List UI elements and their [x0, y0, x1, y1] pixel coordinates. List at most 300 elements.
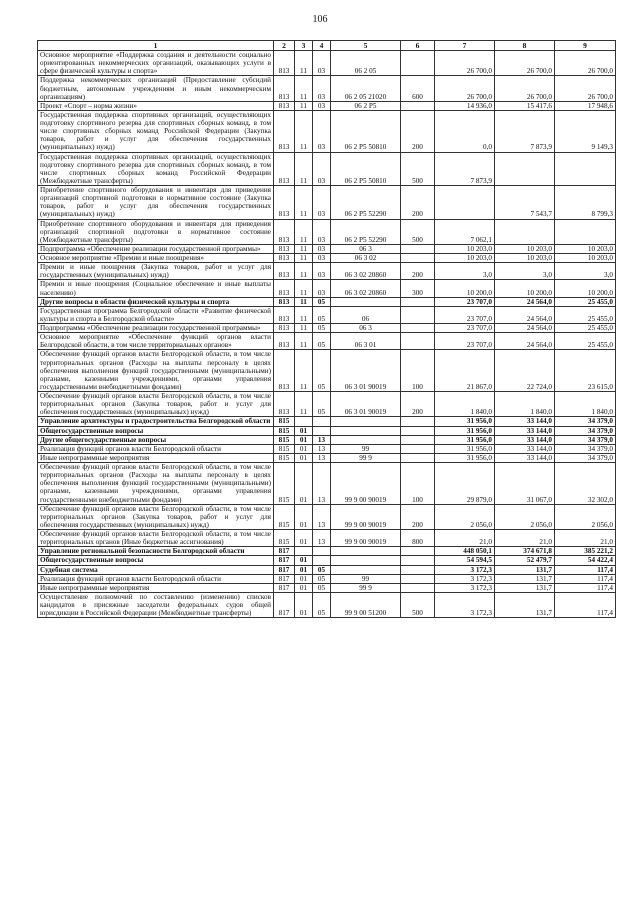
amount-col7: 10 203,0	[435, 244, 495, 253]
section-code: 11	[295, 254, 313, 263]
table-row	[38, 297, 616, 306]
subsection-code: 05	[313, 574, 331, 583]
expense-type-code: 200	[401, 392, 435, 417]
target-article-code: 06 2 05	[331, 51, 401, 76]
section-code: 11	[295, 152, 313, 186]
amount-col7: 26 700,0	[435, 76, 495, 101]
target-article-code: 99 9	[331, 583, 401, 592]
column-header: 2	[274, 41, 295, 51]
section-code: 01	[295, 574, 313, 583]
amount-col7: 23 707,0	[435, 333, 495, 350]
target-article-code	[331, 547, 401, 556]
subsection-code: 05	[313, 350, 331, 392]
row-name: Другие вопросы в области физической культуры и спорта	[38, 297, 274, 306]
table-row	[38, 435, 616, 444]
amount-col9: 34 379,0	[555, 453, 616, 462]
ministry-code: 817	[274, 583, 295, 592]
expense-type-code	[401, 51, 435, 76]
row-name: Другие общегосударственные вопросы	[38, 435, 274, 444]
target-article-code	[331, 417, 401, 426]
ministry-code: 813	[274, 76, 295, 101]
amount-col8: 24 564,0	[495, 297, 555, 306]
expense-type-code	[401, 556, 435, 565]
section-code: 11	[295, 324, 313, 333]
row-name: Судебная система	[38, 565, 274, 574]
target-article-code: 99 9	[331, 453, 401, 462]
ministry-code: 813	[274, 350, 295, 392]
expense-type-code: 500	[401, 152, 435, 186]
amount-col7: 0,0	[435, 110, 495, 152]
subsection-code: 05	[313, 324, 331, 333]
subsection-code: 03	[313, 263, 331, 280]
page-number: 106	[312, 14, 328, 25]
expense-type-code: 200	[401, 263, 435, 280]
amount-col8: 10 200,0	[495, 280, 555, 297]
amount-col8: 33 144,0	[495, 435, 555, 444]
amount-col9: 8 799,3	[555, 186, 616, 220]
section-code	[295, 547, 313, 556]
row-name: Основное мероприятие «Обеспечение функций органов власти Белгородской области, в том числе территориальных органов»	[38, 333, 274, 350]
table-row	[38, 417, 616, 426]
amount-col9: 25 455,0	[555, 333, 616, 350]
amount-col7: 10 203,0	[435, 254, 495, 263]
section-code: 01	[295, 556, 313, 565]
expense-type-code: 200	[401, 504, 435, 529]
subsection-code: 05	[313, 592, 331, 617]
ministry-code: 817	[274, 574, 295, 583]
amount-col8: 131,7	[495, 565, 555, 574]
amount-col8: 131,7	[495, 574, 555, 583]
subsection-code: 05	[313, 297, 331, 306]
column-header: 7	[435, 41, 495, 51]
subsection-code: 03	[313, 152, 331, 186]
subsection-code: 03	[313, 51, 331, 76]
row-name: Обеспечение функций органов власти Белгородской области, в том числе территориальных органов (Закупка товаров, работ и услуг для обеспечения государственных (муниципальных) нужд)	[38, 392, 274, 417]
amount-col9: 23 615,0	[555, 350, 616, 392]
subsection-code: 13	[313, 435, 331, 444]
target-article-code: 99 9 00 90019	[331, 463, 401, 505]
amount-col9: 26 700,0	[555, 51, 616, 76]
ministry-code: 815	[274, 417, 295, 426]
table-row	[38, 453, 616, 462]
column-header: 5	[331, 41, 401, 51]
row-name: Реализация функций органов власти Белгородской области	[38, 574, 274, 583]
section-code: 11	[295, 280, 313, 297]
row-name: Государственная программа Белгородской области «Развитие физической культуры и спорта в Белгородской области»	[38, 306, 274, 323]
target-article-code: 06 3 02	[331, 254, 401, 263]
amount-col7: 26 700,0	[435, 51, 495, 76]
table-row	[38, 463, 616, 505]
row-name: Общегосударственные вопросы	[38, 426, 274, 435]
target-article-code: 99 9 00 90019	[331, 530, 401, 547]
section-code: 11	[295, 110, 313, 152]
ministry-code: 815	[274, 435, 295, 444]
table-row	[38, 324, 616, 333]
subsection-code: 13	[313, 530, 331, 547]
table-row	[38, 574, 616, 583]
target-article-code: 06 3 01 90019	[331, 350, 401, 392]
table-row	[38, 426, 616, 435]
amount-col8: 2 056,0	[495, 504, 555, 529]
amount-col7: 31 956,0	[435, 417, 495, 426]
amount-col8: 10 203,0	[495, 254, 555, 263]
subsection-code: 05	[313, 306, 331, 323]
ministry-code: 815	[274, 444, 295, 453]
target-article-code: 06 2 P5 52290	[331, 186, 401, 220]
amount-col7: 54 594,5	[435, 556, 495, 565]
target-article-code	[331, 556, 401, 565]
table-row	[38, 263, 616, 280]
section-code: 11	[295, 333, 313, 350]
row-name: Иные непрограммные мероприятия	[38, 453, 274, 462]
amount-col8: 7 873,9	[495, 110, 555, 152]
target-article-code: 06 2 P5 50810	[331, 152, 401, 186]
amount-col7: 14 936,0	[435, 101, 495, 110]
ministry-code: 813	[274, 280, 295, 297]
ministry-code: 813	[274, 306, 295, 323]
section-code: 01	[295, 444, 313, 453]
section-code: 01	[295, 565, 313, 574]
ministry-code: 817	[274, 547, 295, 556]
row-name: Реализация функций органов власти Белгородской области	[38, 444, 274, 453]
ministry-code: 815	[274, 426, 295, 435]
subsection-code: 05	[313, 565, 331, 574]
expense-type-code: 600	[401, 76, 435, 101]
table-row	[38, 280, 616, 297]
amount-col9: 10 200,0	[555, 280, 616, 297]
ministry-code: 815	[274, 453, 295, 462]
subsection-code: 03	[313, 76, 331, 101]
section-code: 11	[295, 186, 313, 220]
subsection-code: 03	[313, 186, 331, 220]
amount-col9: 10 203,0	[555, 254, 616, 263]
target-article-code: 06 3 01	[331, 333, 401, 350]
amount-col7: 31 956,0	[435, 453, 495, 462]
amount-col8: 33 144,0	[495, 417, 555, 426]
amount-col9: 117,4	[555, 592, 616, 617]
amount-col7: 31 956,0	[435, 444, 495, 453]
amount-col8: 3,0	[495, 263, 555, 280]
expense-type-code	[401, 583, 435, 592]
amount-col9: 117,4	[555, 574, 616, 583]
expense-type-code	[401, 333, 435, 350]
subsection-code: 03	[313, 254, 331, 263]
amount-col9: 34 379,0	[555, 435, 616, 444]
target-article-code: 06 3 01 90019	[331, 392, 401, 417]
amount-col8: 374 671,8	[495, 547, 555, 556]
target-article-code: 06 2 P5	[331, 101, 401, 110]
expense-type-code: 300	[401, 280, 435, 297]
amount-col8: 24 564,0	[495, 324, 555, 333]
amount-col7: 3 172,3	[435, 574, 495, 583]
expense-type-code	[401, 426, 435, 435]
amount-col7: 31 956,0	[435, 435, 495, 444]
column-header: 3	[295, 41, 313, 51]
subsection-code: 05	[313, 392, 331, 417]
amount-col9: 21,0	[555, 530, 616, 547]
amount-col8: 52 479,7	[495, 556, 555, 565]
column-header: 9	[555, 41, 616, 51]
amount-col8: 15 417,6	[495, 101, 555, 110]
target-article-code: 06 2 P5 52290	[331, 219, 401, 244]
amount-col9: 25 455,0	[555, 306, 616, 323]
table-row	[38, 101, 616, 110]
subsection-code	[313, 426, 331, 435]
subsection-code: 03	[313, 101, 331, 110]
amount-col7	[435, 186, 495, 220]
amount-col9: 117,4	[555, 583, 616, 592]
table-row	[38, 556, 616, 565]
amount-col7: 448 050,1	[435, 547, 495, 556]
amount-col7: 7 873,9	[435, 152, 495, 186]
section-code: 11	[295, 297, 313, 306]
target-article-code: 06 3	[331, 324, 401, 333]
row-name: Обеспечение функций органов власти Белгородской области, в том числе территориальных органов (Иные бюджетные ассигнования)	[38, 530, 274, 547]
expense-type-code: 100	[401, 463, 435, 505]
amount-col7: 3 172,3	[435, 583, 495, 592]
row-name: Премии и иные поощрения (Закупка товаров, работ и услуг для государственных (муниципальных) нужд)	[38, 263, 274, 280]
target-article-code: 06 3	[331, 244, 401, 253]
ministry-code: 813	[274, 297, 295, 306]
section-code: 11	[295, 350, 313, 392]
subsection-code: 03	[313, 280, 331, 297]
amount-col8: 33 144,0	[495, 453, 555, 462]
expense-type-code	[401, 435, 435, 444]
expense-type-code	[401, 254, 435, 263]
amount-col9: 1 840,0	[555, 392, 616, 417]
target-article-code: 06 3 02 20860	[331, 263, 401, 280]
section-code: 11	[295, 306, 313, 323]
expense-type-code: 500	[401, 592, 435, 617]
subsection-code	[313, 417, 331, 426]
expense-type-code	[401, 297, 435, 306]
expense-type-code	[401, 547, 435, 556]
ministry-code: 813	[274, 152, 295, 186]
amount-col8: 26 700,0	[495, 76, 555, 101]
subsection-code: 03	[313, 244, 331, 253]
table-row	[38, 244, 616, 253]
target-article-code	[331, 297, 401, 306]
row-name: Подпрограмма «Обеспечение реализации государственной программы»	[38, 324, 274, 333]
row-name: Обеспечение функций органов власти Белгородской области, в том числе территориальных органов (Закупка товаров, работ и услуг для обеспечения государственных (муниципальных) нужд)	[38, 504, 274, 529]
expense-type-code	[401, 306, 435, 323]
amount-col7: 2 056,0	[435, 504, 495, 529]
row-name: Управление архитектуры и градостроительства Белгородской области	[38, 417, 274, 426]
section-code	[295, 417, 313, 426]
amount-col9: 34 379,0	[555, 444, 616, 453]
amount-col9	[555, 219, 616, 244]
amount-col8: 1 840,0	[495, 392, 555, 417]
row-name: Премии и иные поощрения (Социальное обеспечение и иные выплаты населению)	[38, 280, 274, 297]
amount-col7: 21,0	[435, 530, 495, 547]
amount-col8: 131,7	[495, 583, 555, 592]
table-row	[38, 219, 616, 244]
ministry-code: 817	[274, 592, 295, 617]
expense-type-code: 800	[401, 530, 435, 547]
subsection-code: 13	[313, 453, 331, 462]
amount-col9: 32 302,0	[555, 463, 616, 505]
amount-col9: 26 700,0	[555, 76, 616, 101]
target-article-code	[331, 565, 401, 574]
amount-col9: 3,0	[555, 263, 616, 280]
ministry-code: 815	[274, 530, 295, 547]
ministry-code: 813	[274, 324, 295, 333]
table-row	[38, 152, 616, 186]
section-code: 01	[295, 435, 313, 444]
amount-col8: 24 564,0	[495, 306, 555, 323]
amount-col9: 10 203,0	[555, 244, 616, 253]
amount-col7: 23 707,0	[435, 306, 495, 323]
subsection-code: 05	[313, 333, 331, 350]
column-header: 6	[401, 41, 435, 51]
budget-table	[37, 40, 616, 618]
ministry-code: 813	[274, 101, 295, 110]
target-article-code: 99	[331, 574, 401, 583]
amount-col7: 3 172,3	[435, 565, 495, 574]
row-name: Осуществление полномочий по составлению (изменению) списков кандидатов в присяжные заседатели федеральных судов общей юрисдикции в Российской Федерации (Межбюджетные трансферты)	[38, 592, 274, 617]
amount-col7: 3 172,3	[435, 592, 495, 617]
table-row	[38, 51, 616, 76]
amount-col8: 22 724,0	[495, 350, 555, 392]
header-row	[38, 41, 616, 51]
amount-col8: 31 067,0	[495, 463, 555, 505]
row-name: Проект «Спорт – норма жизни»	[38, 101, 274, 110]
row-name: Обеспечение функций органов власти Белгородской области, в том числе территориальных органов (Расходы на выплаты персоналу в целях обеспечения выполнения функций государственными (муниципальными) органами, казенными учреждениями, органами управления государственными внебюджетными фондами)	[38, 350, 274, 392]
subsection-code	[313, 547, 331, 556]
expense-type-code: 200	[401, 110, 435, 152]
row-name: Поддержка некоммерческих организаций (Предоставление субсидий бюджетным, автономным учреждениям и иным некоммерческим организациям)	[38, 76, 274, 101]
expense-type-code	[401, 324, 435, 333]
ministry-code: 813	[274, 51, 295, 76]
ministry-code: 817	[274, 556, 295, 565]
section-code: 11	[295, 101, 313, 110]
target-article-code: 06 2 05 21020	[331, 76, 401, 101]
row-name: Государственная поддержка спортивных организаций, осуществляющих подготовку спортивного резерва для спортивных сборных команд, в том числе спортивных сборных команд Российской Федерации (Межбюджетные трансферты)	[38, 152, 274, 186]
expense-type-code	[401, 574, 435, 583]
column-header: 4	[313, 41, 331, 51]
section-code: 01	[295, 426, 313, 435]
amount-col8: 7 543,7	[495, 186, 555, 220]
target-article-code: 06 3 02 20860	[331, 280, 401, 297]
amount-col7: 10 200,0	[435, 280, 495, 297]
amount-col7: 29 879,0	[435, 463, 495, 505]
amount-col7: 23 707,0	[435, 297, 495, 306]
amount-col8	[495, 219, 555, 244]
section-code: 11	[295, 219, 313, 244]
table-row	[38, 530, 616, 547]
section-code: 11	[295, 263, 313, 280]
table-row	[38, 350, 616, 392]
subsection-code	[313, 556, 331, 565]
section-code: 11	[295, 76, 313, 101]
table-row	[38, 504, 616, 529]
amount-col9: 34 379,0	[555, 426, 616, 435]
amount-col9: 25 455,0	[555, 297, 616, 306]
amount-col7: 21 867,0	[435, 350, 495, 392]
amount-col9: 2 056,0	[555, 504, 616, 529]
subsection-code: 13	[313, 504, 331, 529]
row-name: Обеспечение функций органов власти Белгородской области, в том числе территориальных органов (Расходы на выплаты персоналу в целях обеспечения выполнения функций государственными (муниципальными) органами, казенными учреждениями, органами управления государственными внебюджетными фондами)	[38, 463, 274, 505]
expense-type-code	[401, 444, 435, 453]
table-row	[38, 592, 616, 617]
ministry-code: 813	[274, 186, 295, 220]
expense-type-code: 100	[401, 350, 435, 392]
subsection-code: 13	[313, 444, 331, 453]
expense-type-code: 200	[401, 186, 435, 220]
column-header: 8	[495, 41, 555, 51]
subsection-code: 13	[313, 463, 331, 505]
amount-col9: 385 221,2	[555, 547, 616, 556]
table-row	[38, 333, 616, 350]
amount-col8: 131,7	[495, 592, 555, 617]
table-row	[38, 583, 616, 592]
table-row	[38, 306, 616, 323]
target-article-code: 99 9 00 90019	[331, 504, 401, 529]
table-row	[38, 76, 616, 101]
target-article-code	[331, 426, 401, 435]
subsection-code: 03	[313, 110, 331, 152]
target-article-code	[331, 435, 401, 444]
amount-col9: 54 422,4	[555, 556, 616, 565]
amount-col8	[495, 152, 555, 186]
section-code: 01	[295, 453, 313, 462]
row-name: Управление региональной безопасности Белгородской области	[38, 547, 274, 556]
subsection-code: 03	[313, 219, 331, 244]
amount-col9: 25 455,0	[555, 324, 616, 333]
target-article-code: 06 2 P5 50810	[331, 110, 401, 152]
ministry-code: 813	[274, 244, 295, 253]
subsection-code: 05	[313, 583, 331, 592]
section-code: 01	[295, 504, 313, 529]
amount-col8: 33 144,0	[495, 444, 555, 453]
row-name: Приобретение спортивного оборудования и инвентаря для приведения организаций спортивной подготовки в нормативное состояние (Закупка товаров, работ и услуг для обеспечения государственных (муниципальных) нужд)	[38, 186, 274, 220]
row-name: Иные непрограммные мероприятия	[38, 583, 274, 592]
ministry-code: 817	[274, 565, 295, 574]
amount-col8: 33 144,0	[495, 426, 555, 435]
target-article-code: 99	[331, 444, 401, 453]
table-row	[38, 547, 616, 556]
table-row	[38, 444, 616, 453]
column-header: 1	[38, 41, 274, 51]
row-name: Основное мероприятие «Поддержка создания и деятельности социально ориентированных некоммерческих организаций, оказывающих услуги в сфере физической культуры и спорта»	[38, 51, 274, 76]
amount-col9: 117,4	[555, 565, 616, 574]
section-code: 01	[295, 583, 313, 592]
amount-col7: 23 707,0	[435, 324, 495, 333]
ministry-code: 813	[274, 263, 295, 280]
row-name: Подпрограмма «Обеспечение реализации государственной программы»	[38, 244, 274, 253]
section-code: 01	[295, 592, 313, 617]
expense-type-code	[401, 565, 435, 574]
amount-col8: 24 564,0	[495, 333, 555, 350]
amount-col8: 10 203,0	[495, 244, 555, 253]
section-code: 01	[295, 463, 313, 505]
expense-type-code	[401, 244, 435, 253]
amount-col9: 34 379,0	[555, 417, 616, 426]
ministry-code: 813	[274, 110, 295, 152]
section-code: 11	[295, 51, 313, 76]
amount-col7: 1 840,0	[435, 392, 495, 417]
section-code: 01	[295, 530, 313, 547]
table-row	[38, 186, 616, 220]
amount-col9: 9 149,3	[555, 110, 616, 152]
ministry-code: 815	[274, 504, 295, 529]
section-code: 11	[295, 244, 313, 253]
expense-type-code	[401, 453, 435, 462]
expense-type-code: 500	[401, 219, 435, 244]
row-name: Общегосударственные вопросы	[38, 556, 274, 565]
ministry-code: 813	[274, 219, 295, 244]
row-name: Приобретение спортивного оборудования и инвентаря для приведения организаций спортивной подготовки в нормативное состояние (Межбюджетные трансферты)	[38, 219, 274, 244]
